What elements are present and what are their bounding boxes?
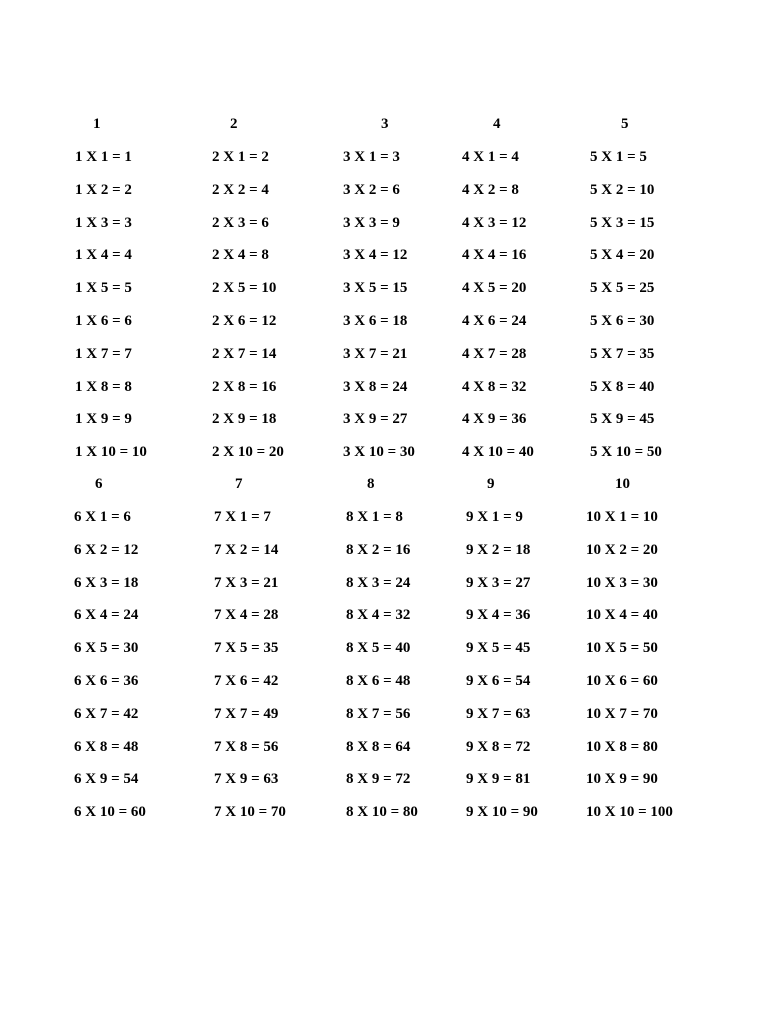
table-row: 5 X 2 = 10 (590, 181, 655, 198)
table-row: 3 X 10 = 30 (343, 444, 415, 461)
table-heading: 1 (93, 116, 101, 132)
table-row: 4 X 8 = 32 (462, 378, 527, 395)
table-row: 9 X 7 = 63 (466, 705, 531, 722)
table-row: 4 X 2 = 8 (462, 181, 519, 198)
table-row: 2 X 8 = 16 (212, 378, 277, 395)
table-row: 8 X 7 = 56 (346, 705, 411, 722)
table-row: 6 X 6 = 36 (74, 673, 139, 689)
table-row: 4 X 4 = 16 (462, 247, 527, 264)
table-heading: 5 (621, 116, 629, 132)
table-row: 9 X 5 = 45 (466, 640, 531, 657)
table-row: 8 X 4 = 32 (346, 607, 411, 624)
table-row: 10 X 4 = 40 (586, 607, 658, 624)
table-row: 7 X 10 = 70 (214, 804, 286, 821)
table-row: 8 X 10 = 80 (346, 804, 418, 821)
table-heading: 6 (95, 476, 103, 492)
table-row: 5 X 3 = 15 (590, 214, 655, 231)
table-row: 9 X 1 = 9 (466, 509, 523, 525)
table-row: 4 X 9 = 36 (462, 411, 527, 428)
table-row: 1 X 7 = 7 (75, 345, 132, 362)
table-row: 7 X 9 = 63 (214, 771, 279, 788)
table-row: 6 X 1 = 6 (74, 509, 131, 525)
table-heading: 9 (487, 476, 495, 492)
table-row: 2 X 9 = 18 (212, 411, 277, 428)
table-row: 4 X 7 = 28 (462, 345, 527, 362)
table-row: 8 X 3 = 24 (346, 574, 411, 591)
table-row: 1 X 5 = 5 (75, 280, 132, 297)
table-row: 10 X 5 = 50 (586, 640, 658, 657)
table-row: 4 X 6 = 24 (462, 313, 527, 329)
table-row: 7 X 6 = 42 (214, 673, 279, 689)
table-row: 3 X 4 = 12 (343, 247, 408, 264)
table-row: 10 X 10 = 100 (586, 804, 673, 821)
table-row: 3 X 8 = 24 (343, 378, 408, 395)
table-row: 6 X 10 = 60 (74, 804, 146, 821)
table-row: 7 X 8 = 56 (214, 738, 279, 755)
table-row: 7 X 1 = 7 (214, 509, 271, 525)
table-row: 3 X 5 = 15 (343, 280, 408, 297)
table-row: 2 X 7 = 14 (212, 345, 277, 362)
table-row: 8 X 9 = 72 (346, 771, 411, 788)
table-row: 1 X 6 = 6 (75, 313, 132, 329)
table-row: 2 X 10 = 20 (212, 444, 284, 461)
table-row: 8 X 8 = 64 (346, 738, 411, 755)
table-row: 5 X 4 = 20 (590, 247, 655, 264)
table-row: 10 X 8 = 80 (586, 738, 658, 755)
table-row: 2 X 5 = 10 (212, 280, 277, 297)
table-row: 2 X 4 = 8 (212, 247, 269, 264)
table-row: 4 X 5 = 20 (462, 280, 527, 297)
table-row: 9 X 3 = 27 (466, 574, 531, 591)
table-row: 3 X 7 = 21 (343, 345, 408, 362)
table-row: 7 X 7 = 49 (214, 705, 279, 722)
table-row: 2 X 3 = 6 (212, 214, 269, 231)
table-row: 7 X 3 = 21 (214, 574, 279, 591)
table-row: 5 X 5 = 25 (590, 280, 655, 297)
table-row: 4 X 3 = 12 (462, 214, 527, 231)
table-row: 7 X 5 = 35 (214, 640, 279, 657)
table-heading: 2 (230, 116, 238, 132)
table-row: 1 X 8 = 8 (75, 378, 132, 395)
table-row: 6 X 8 = 48 (74, 738, 139, 755)
table-row: 1 X 3 = 3 (75, 214, 132, 231)
table-row: 8 X 2 = 16 (346, 541, 411, 558)
table-heading: 4 (493, 116, 501, 132)
table-row: 6 X 4 = 24 (74, 607, 139, 624)
table-row: 3 X 9 = 27 (343, 411, 408, 428)
table-row: 6 X 7 = 42 (74, 705, 139, 722)
table-row: 5 X 10 = 50 (590, 444, 662, 461)
table-row: 6 X 2 = 12 (74, 541, 139, 558)
table-row: 7 X 2 = 14 (214, 541, 279, 558)
table-row: 10 X 9 = 90 (586, 771, 658, 788)
table-row: 1 X 1 = 1 (75, 149, 132, 165)
table-row: 7 X 4 = 28 (214, 607, 279, 624)
table-row: 3 X 2 = 6 (343, 181, 400, 198)
table-row: 6 X 9 = 54 (74, 771, 139, 788)
table-row: 3 X 6 = 18 (343, 313, 408, 329)
table-row: 2 X 2 = 4 (212, 181, 269, 198)
table-row: 9 X 4 = 36 (466, 607, 531, 624)
table-row: 5 X 1 = 5 (590, 149, 647, 165)
table-row: 2 X 6 = 12 (212, 313, 277, 329)
table-row: 8 X 1 = 8 (346, 509, 403, 525)
table-row: 9 X 8 = 72 (466, 738, 531, 755)
table-row: 8 X 5 = 40 (346, 640, 411, 657)
table-row: 10 X 6 = 60 (586, 673, 658, 689)
table-row: 5 X 7 = 35 (590, 345, 655, 362)
table-row: 9 X 2 = 18 (466, 541, 531, 558)
table-heading: 3 (381, 116, 389, 132)
table-row: 6 X 5 = 30 (74, 640, 139, 657)
table-row: 5 X 8 = 40 (590, 378, 655, 395)
table-row: 9 X 9 = 81 (466, 771, 531, 788)
table-row: 1 X 10 = 10 (75, 444, 147, 461)
table-heading: 7 (235, 476, 243, 492)
table-row: 10 X 3 = 30 (586, 574, 658, 591)
table-row: 1 X 4 = 4 (75, 247, 132, 264)
table-row: 5 X 6 = 30 (590, 313, 655, 329)
table-row: 1 X 2 = 2 (75, 181, 132, 198)
table-row: 2 X 1 = 2 (212, 149, 269, 165)
table-row: 3 X 1 = 3 (343, 149, 400, 165)
table-row: 10 X 1 = 10 (586, 509, 658, 525)
table-heading: 8 (367, 476, 375, 492)
table-heading: 10 (615, 476, 630, 492)
table-row: 5 X 9 = 45 (590, 411, 655, 428)
table-row: 10 X 7 = 70 (586, 705, 658, 722)
table-row: 10 X 2 = 20 (586, 541, 658, 558)
table-row: 4 X 10 = 40 (462, 444, 534, 461)
table-row: 9 X 10 = 90 (466, 804, 538, 821)
table-row: 4 X 1 = 4 (462, 149, 519, 165)
table-row: 8 X 6 = 48 (346, 673, 411, 689)
table-row: 6 X 3 = 18 (74, 574, 139, 591)
table-row: 1 X 9 = 9 (75, 411, 132, 428)
table-row: 3 X 3 = 9 (343, 214, 400, 231)
table-row: 9 X 6 = 54 (466, 673, 531, 689)
